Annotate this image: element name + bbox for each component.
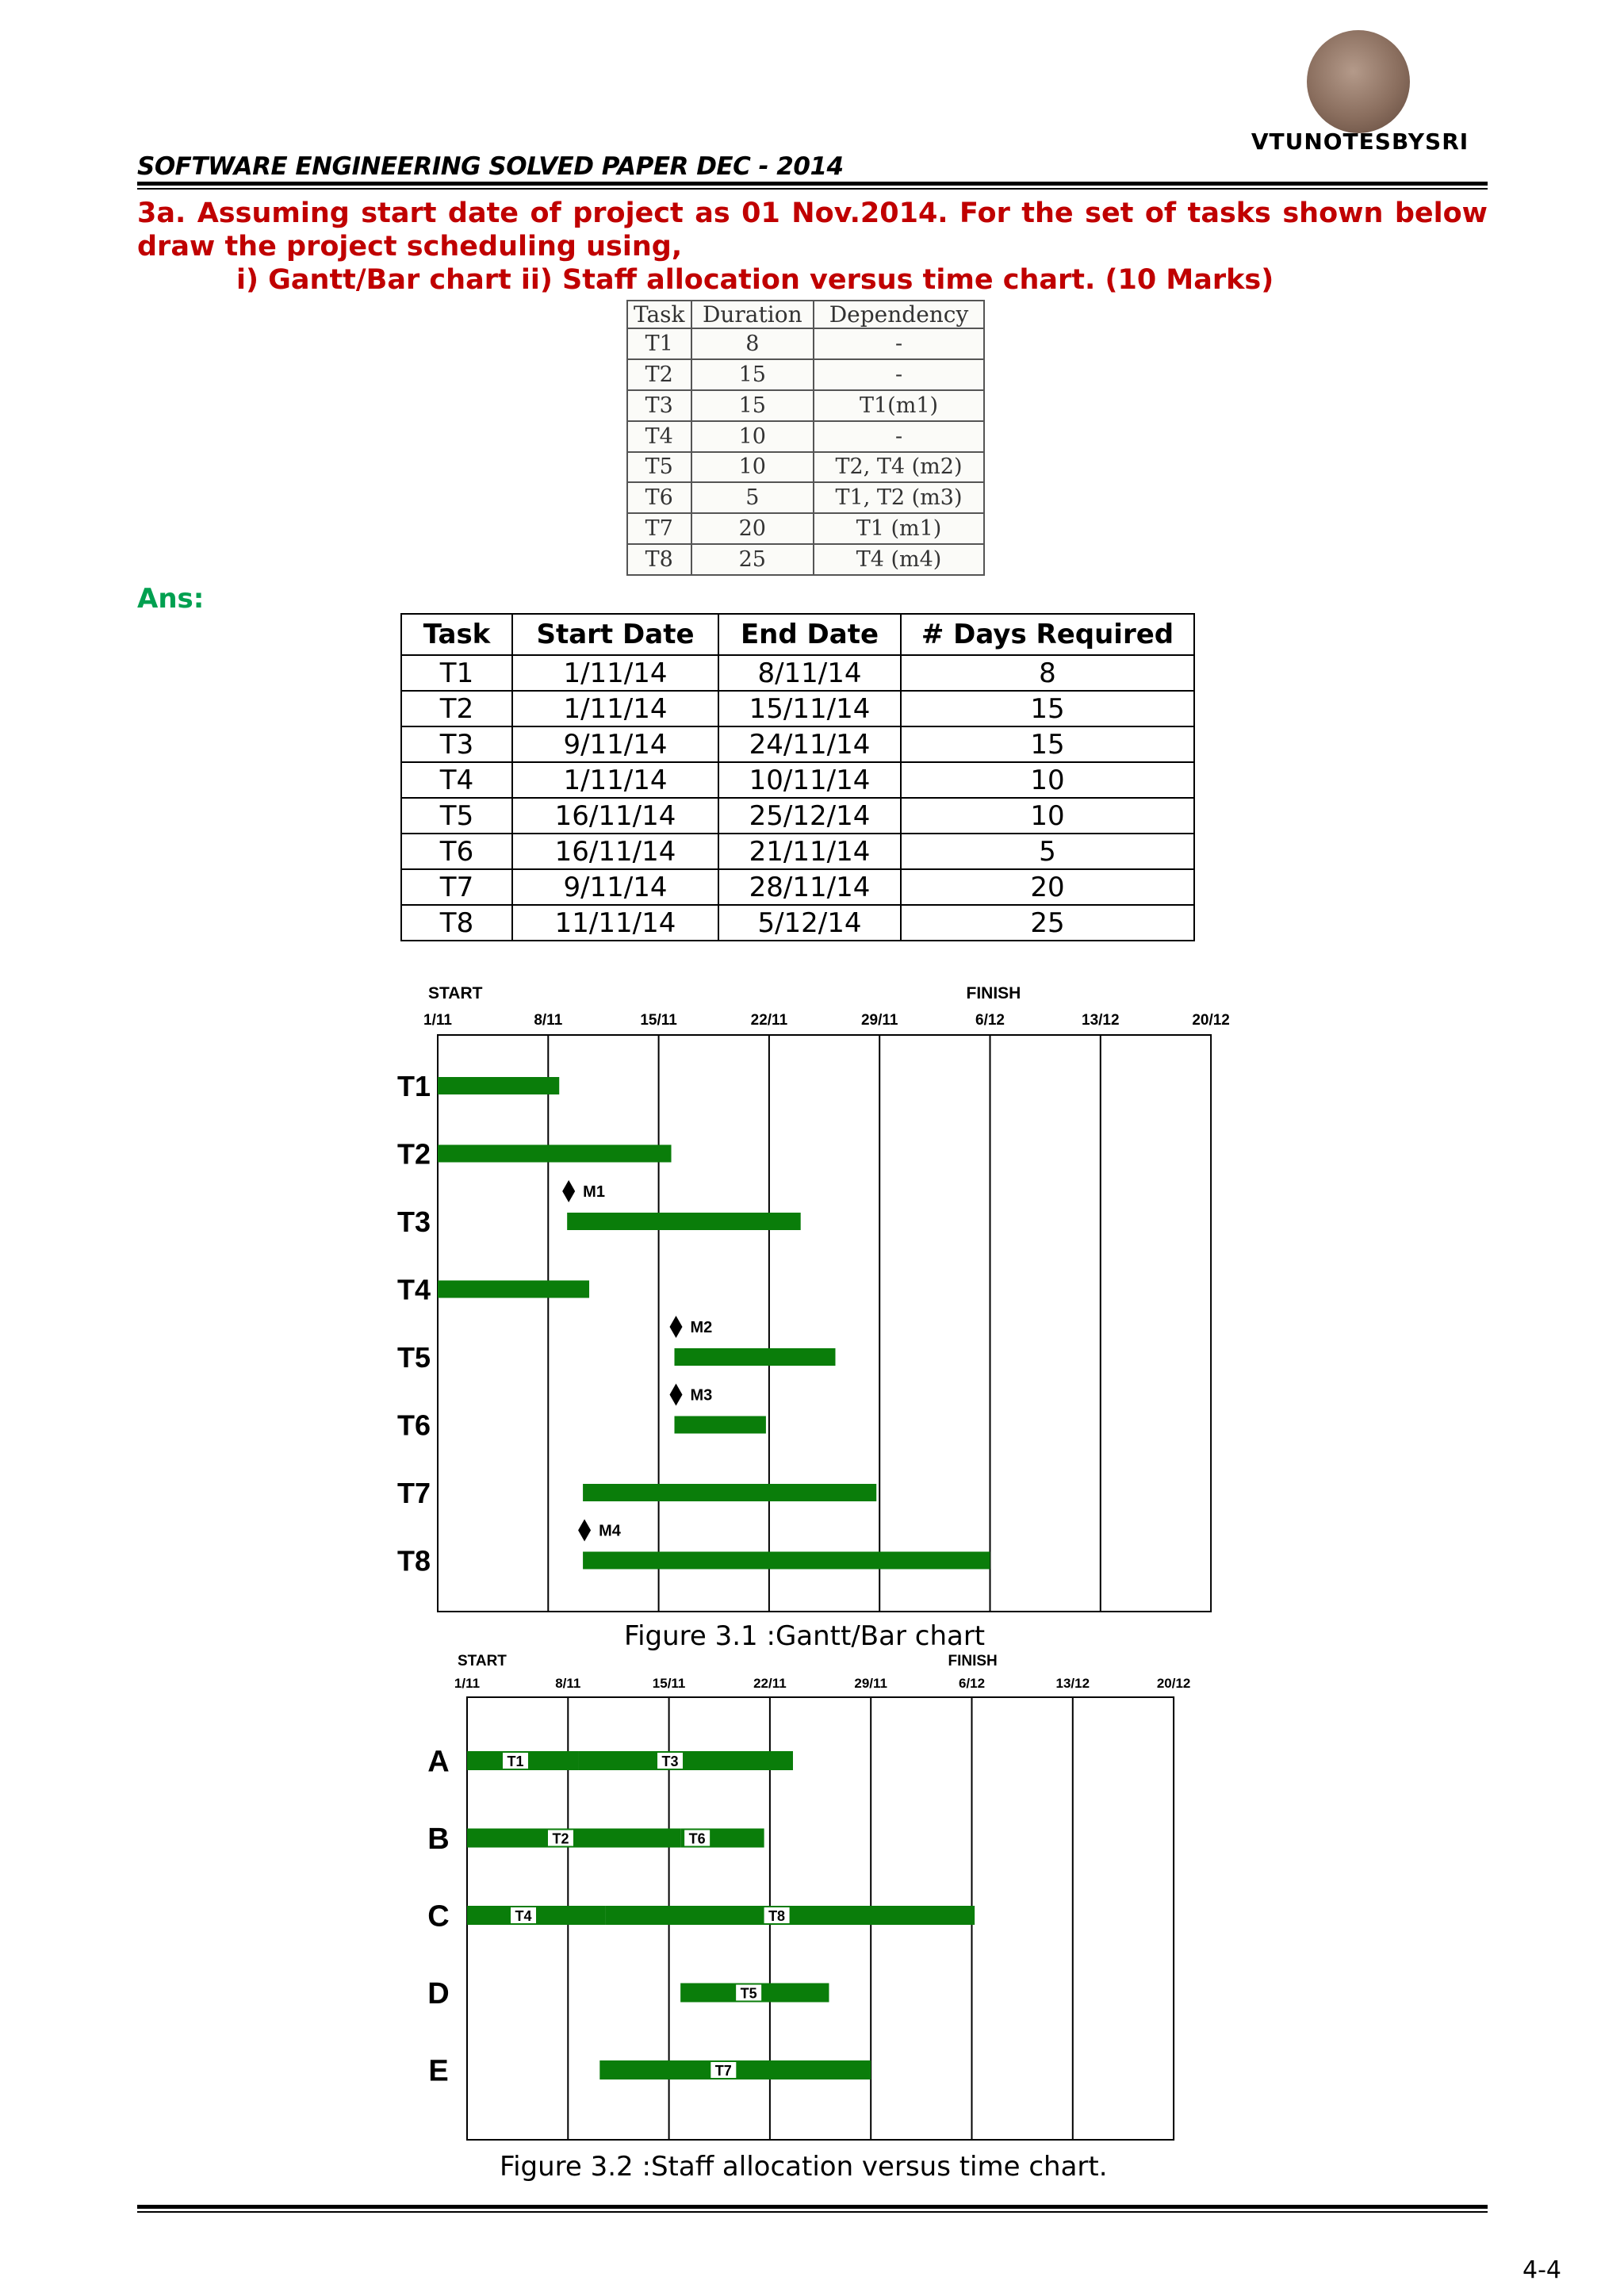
staff-chart-bar-label: T5 [740, 1985, 757, 2002]
gantt-chart-bar [675, 1348, 836, 1366]
task-table-cell: 15 [691, 390, 814, 421]
gantt-chart-milestone-marker [670, 1316, 683, 1338]
schedule-table-cell: T8 [401, 905, 512, 941]
logo-text: VTUNOTESBYSRI [1251, 128, 1469, 155]
task-table-cell: T7 [627, 513, 691, 544]
schedule-table-cell: T6 [401, 834, 512, 869]
gantt-chart-bar [567, 1213, 801, 1230]
schedule-table-cell: 25 [901, 905, 1194, 941]
staff-chart-bar-label: T4 [515, 1908, 532, 1924]
task-table-cell: 5 [691, 482, 814, 513]
schedule-table-cell: 1/11/14 [512, 762, 718, 798]
task-table-header: Duration [691, 301, 814, 328]
gantt-chart-tick-label: 22/11 [750, 1012, 788, 1029]
schedule-table-cell: T1 [401, 655, 512, 691]
staff-chart-start-label: START [458, 1653, 507, 1669]
task-table-header: Dependency [814, 301, 984, 328]
figure-3-1-caption: Figure 3.1 :Gantt/Bar chart [624, 1620, 986, 1652]
footer-rule-thin [137, 2211, 1488, 2213]
staff-chart-bar [578, 1751, 793, 1770]
gantt-chart-tick-label: 15/11 [640, 1012, 677, 1029]
task-table-cell: T2, T4 (m2) [814, 452, 984, 483]
staff-chart-bar-label: T8 [768, 1908, 786, 1924]
staff-chart-row-label: E [428, 2054, 449, 2088]
gantt-chart-bar [438, 1145, 672, 1163]
gantt-chart-tick-label: 20/12 [1192, 1012, 1230, 1029]
schedule-table-cell: 15/11/14 [718, 691, 901, 726]
gantt-chart-bar [583, 1484, 876, 1501]
gantt-chart-row-label: T1 [396, 1069, 431, 1102]
staff-chart-bar-label: T6 [688, 1830, 706, 1847]
task-table-cell: T4 (m4) [814, 544, 984, 575]
schedule-table-cell: 9/11/14 [512, 726, 718, 762]
gantt-chart-row-label: T4 [396, 1273, 431, 1306]
page-number: 4-4 [1522, 2256, 1561, 2284]
staff-chart-bar [467, 1906, 606, 1925]
schedule-table-cell: 10 [901, 762, 1194, 798]
staff-chart-tick-label: 8/11 [555, 1676, 581, 1691]
schedule-table-cell: T3 [401, 726, 512, 762]
task-table-cell: T5 [627, 452, 691, 483]
staff-chart-tick-label: 6/12 [958, 1676, 986, 1691]
schedule-table-cell: T7 [401, 869, 512, 905]
staff-chart-bar-label: T2 [552, 1830, 569, 1847]
gantt-chart-bar [438, 1281, 589, 1298]
task-table-cell: T1 (m1) [814, 513, 984, 544]
schedule-table-cell: 15 [901, 691, 1194, 726]
gantt-chart-row-label: T3 [396, 1205, 431, 1238]
gantt-chart-milestone-label: M3 [690, 1386, 713, 1405]
schedule-table-cell: 24/11/14 [718, 726, 901, 762]
question-line-1: 3a. Assuming start date of project as 01 Nov.2014. For the set of tasks shown below [137, 197, 1488, 229]
task-table-cell: - [814, 359, 984, 390]
gantt-chart-row-label: T8 [396, 1544, 431, 1577]
schedule-table-cell: 9/11/14 [512, 869, 718, 905]
schedule-table-header: Start Date [512, 614, 718, 655]
schedule-table-cell: T2 [401, 691, 512, 726]
document-title: SOFTWARE ENGINEERING SOLVED PAPER DEC - 2014 [137, 152, 844, 181]
schedule-table-cell: 20 [901, 869, 1194, 905]
staff-chart-bar-label: T1 [507, 1754, 524, 1769]
staff-chart-tick-label: 22/11 [753, 1676, 787, 1691]
schedule-table-cell: T4 [401, 762, 512, 798]
gantt-chart-milestone-marker [562, 1180, 575, 1202]
task-table-cell: T2 [627, 359, 691, 390]
schedule-table-cell: 5 [901, 834, 1194, 869]
gantt-chart-row-label: T5 [396, 1340, 431, 1374]
staff-chart-tick-label: 15/11 [652, 1676, 686, 1691]
gantt-chart-tick-label: 6/12 [975, 1012, 1005, 1029]
gantt-chart-finish-label: FINISH [966, 984, 1021, 1002]
task-table-cell: T3 [627, 390, 691, 421]
gantt-chart-milestone-label: M1 [583, 1183, 605, 1201]
gantt-chart-bar [675, 1416, 766, 1434]
schedule-table-cell: 5/12/14 [718, 905, 901, 941]
staff-chart-row-label: C [427, 1899, 450, 1934]
schedule-table-cell: 8 [901, 655, 1194, 691]
task-table-cell: 15 [691, 359, 814, 390]
staff-chart-tick-label: 20/12 [1156, 1676, 1191, 1691]
gantt-chart-milestone-label: M4 [599, 1522, 621, 1540]
task-table-cell: T8 [627, 544, 691, 575]
task-table-cell: T1(m1) [814, 390, 984, 421]
gantt-chart-milestone-marker [670, 1384, 683, 1406]
schedule-table-cell: 25/12/14 [718, 798, 901, 834]
gantt-chart-tick-label: 8/11 [534, 1012, 563, 1029]
schedule-table-header: Task [401, 614, 512, 655]
schedule-table-cell: 28/11/14 [718, 869, 901, 905]
gantt-chart-tick-label: 13/12 [1082, 1012, 1120, 1029]
task-table-header: Task [627, 301, 691, 328]
task-table-cell: 8 [691, 328, 814, 359]
schedule-table-cell: 10 [901, 798, 1194, 834]
gantt-chart-bar [438, 1077, 559, 1094]
answer-label: Ans: [137, 583, 205, 615]
schedule-table-cell: T5 [401, 798, 512, 834]
task-table-cell: 20 [691, 513, 814, 544]
task-table-cell: 10 [691, 421, 814, 452]
figure-3-2-caption: Figure 3.2 :Staff allocation versus time chart. [500, 2151, 1108, 2183]
task-table-cell: - [814, 328, 984, 359]
gantt-chart-row-label: T6 [396, 1409, 431, 1442]
staff-chart-row-label: A [427, 1745, 450, 1779]
schedule-table-cell: 8/11/14 [718, 655, 901, 691]
question-line-3: i) Gantt/Bar chart ii) Staff allocation versus time chart. (10 Marks) [236, 264, 1274, 296]
task-table-cell: T4 [627, 421, 691, 452]
schedule-table-cell: 1/11/14 [512, 691, 718, 726]
schedule-table-cell: 1/11/14 [512, 655, 718, 691]
staff-chart-bar [467, 1829, 680, 1848]
task-table-cell: - [814, 421, 984, 452]
gantt-chart-row-label: T7 [396, 1476, 431, 1509]
task-table-cell: 10 [691, 452, 814, 483]
gantt-chart-row-label: T2 [396, 1137, 431, 1171]
staff-chart-finish-label: FINISH [948, 1653, 998, 1669]
task-table-cell: T1 [627, 328, 691, 359]
task-table-cell: T6 [627, 482, 691, 513]
gantt-chart-milestone-label: M2 [690, 1319, 713, 1336]
staff-chart-bar-label: T3 [661, 1754, 679, 1769]
gantt-chart-start-label: START [428, 984, 483, 1002]
staff-chart-bar-label: T7 [714, 2063, 732, 2079]
gantt-chart-tick-label: 29/11 [860, 1012, 898, 1029]
schedule-table-cell: 16/11/14 [512, 834, 718, 869]
question-line-2: draw the project scheduling using, [137, 231, 683, 263]
staff-chart-tick-label: 13/12 [1055, 1676, 1090, 1691]
staff-chart-tick-label: 1/11 [454, 1676, 481, 1691]
staff-chart-bar [606, 1906, 975, 1925]
gantt-chart-bar [583, 1552, 990, 1570]
schedule-table-cell: 21/11/14 [718, 834, 901, 869]
schedule-table-header: # Days Required [901, 614, 1194, 655]
footer-rule [137, 2205, 1488, 2209]
task-table-cell: T1, T2 (m3) [814, 482, 984, 513]
schedule-table-cell: 15 [901, 726, 1194, 762]
schedule-table-header: End Date [718, 614, 901, 655]
schedule-table-cell: 10/11/14 [718, 762, 901, 798]
staff-chart-tick-label: 29/11 [854, 1676, 888, 1691]
gantt-chart-tick-label: 1/11 [423, 1012, 452, 1029]
task-table-cell: 25 [691, 544, 814, 575]
staff-chart-row-label: B [427, 1823, 450, 1857]
gantt-chart-frame [438, 1035, 1211, 1612]
schedule-table-cell: 16/11/14 [512, 798, 718, 834]
staff-chart-row-label: D [427, 1977, 450, 2011]
gantt-chart-milestone-marker [578, 1520, 591, 1542]
schedule-table-cell: 11/11/14 [512, 905, 718, 941]
